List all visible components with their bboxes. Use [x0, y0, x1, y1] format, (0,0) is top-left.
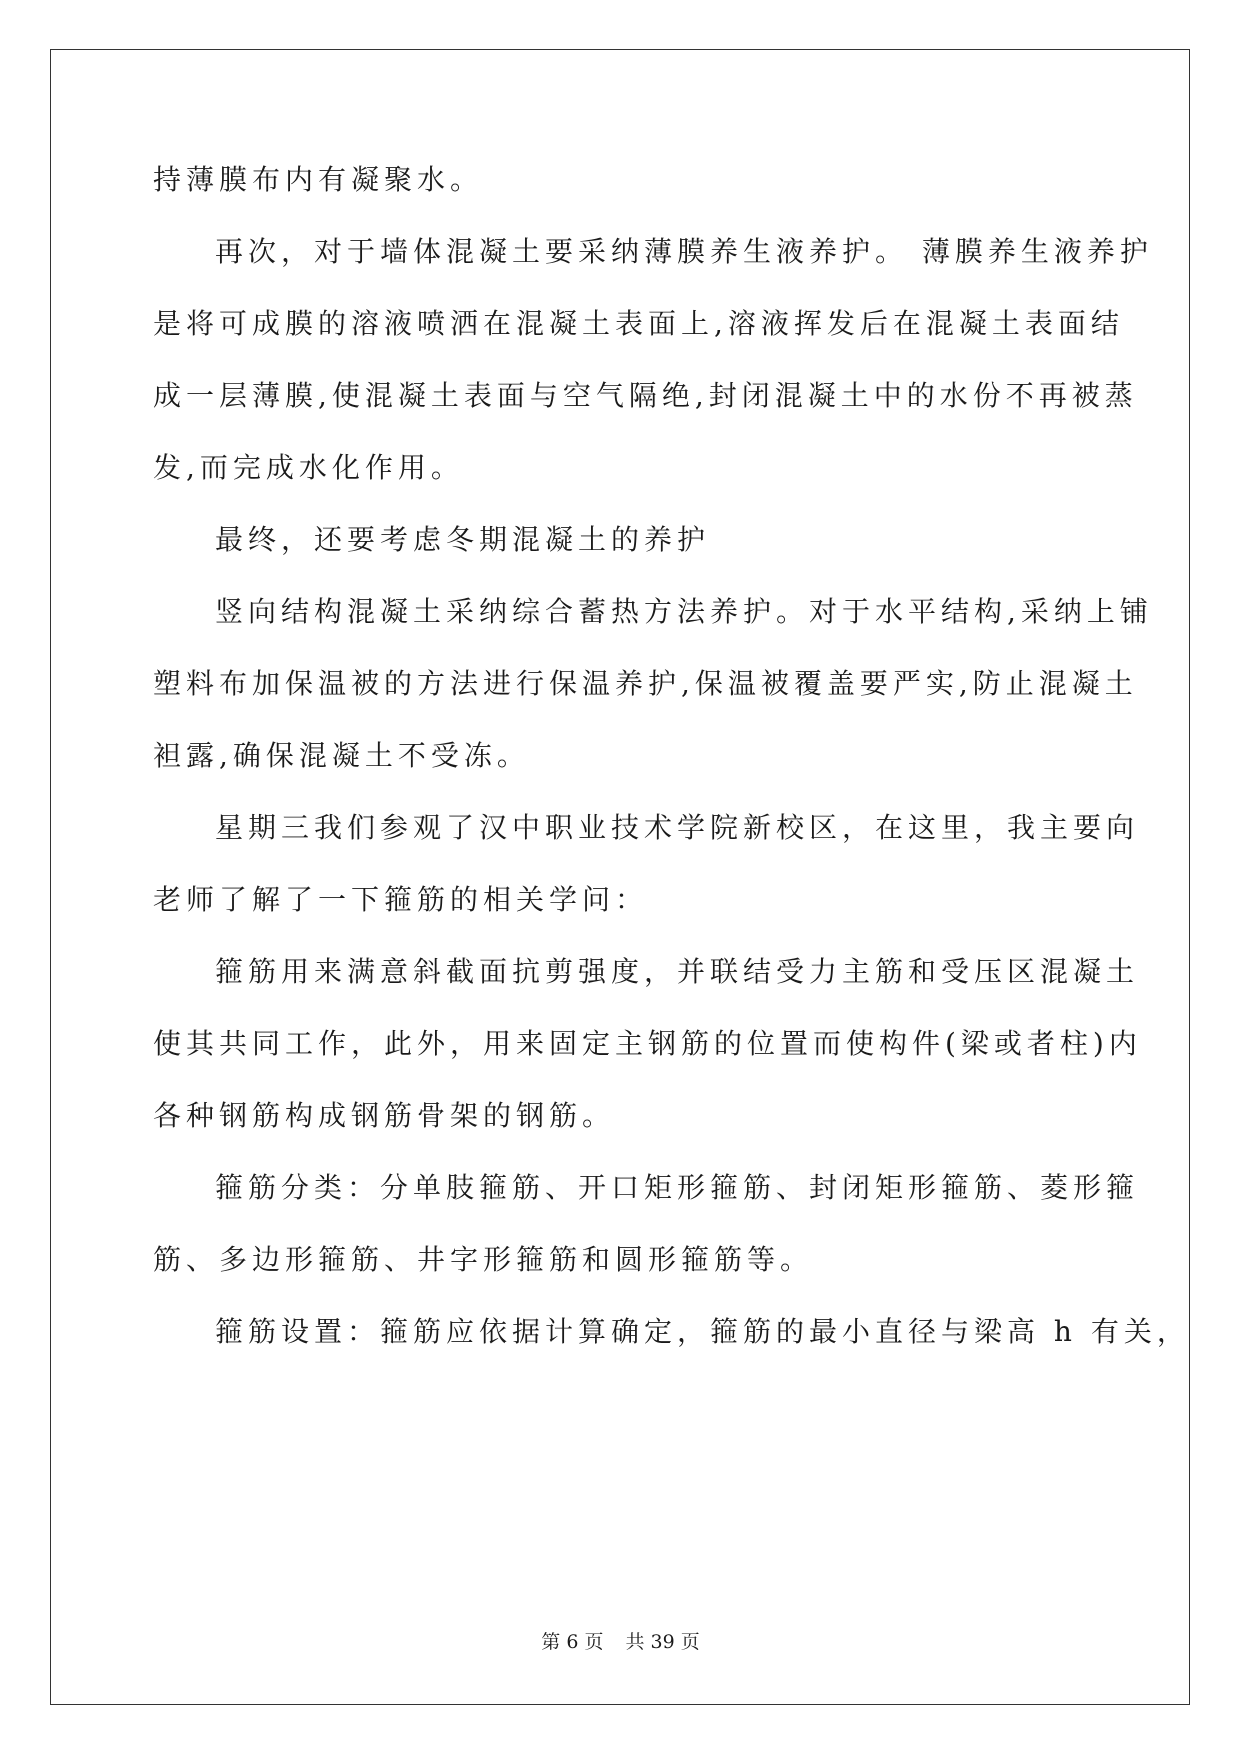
text-line: 各种钢筋构成钢筋骨架的钢筋。 — [153, 1099, 616, 1132]
page-footer — [0, 1629, 1241, 1655]
text-line: 箍筋分类：分单肢箍筋、开口矩形箍筋、封闭矩形箍筋、菱形箍 — [215, 1171, 1140, 1204]
text-line: 星期三我们参观了汉中职业技术学院新校区，在这里，我主要向 — [215, 811, 1140, 844]
text-line: 老师了解了一下箍筋的相关学问： — [153, 883, 649, 916]
page-border — [50, 49, 1190, 1705]
text-line: 箍筋设置：箍筋应依据计算确定，箍筋的最小直径与梁高 h 有关， — [215, 1315, 1190, 1348]
text-line: 竖向结构混凝土采纳综合蓄热方法养护。对于水平结构,采纳上铺 — [215, 595, 1153, 628]
text-line: 持薄膜布内有凝聚水。 — [153, 163, 484, 196]
text-line: 是将可成膜的溶液喷洒在混凝土表面上,溶液挥发后在混凝土表面结 — [153, 307, 1124, 340]
page-total: 共 39 页 — [625, 1631, 700, 1653]
text-line: 箍筋用来满意斜截面抗剪强度，并联结受力主筋和受压区混凝土 — [215, 955, 1140, 988]
text-line: 筋、多边形箍筋、井字形箍筋和圆形箍筋等。 — [153, 1243, 814, 1276]
text-line: 再次，对于墙体混凝土要采纳薄膜养生液养护。 薄膜养生液养护 — [215, 235, 1153, 268]
text-line: 最终，还要考虑冬期混凝土的养护 — [215, 523, 711, 556]
text-line: 袒露,确保混凝土不受冻。 — [153, 739, 530, 772]
page-number: 第 6 页 — [541, 1631, 604, 1653]
text-line: 使其共同工作，此外，用来固定主钢筋的位置而使构件(梁或者柱)内 — [153, 1027, 1142, 1060]
text-line: 成一层薄膜,使混凝土表面与空气隔绝,封闭混凝土中的水份不再被蒸 — [153, 379, 1138, 412]
text-line: 塑料布加保温被的方法进行保温养护,保温被覆盖要严实,防止混凝土 — [153, 667, 1138, 700]
text-line: 发,而完成水化作用。 — [153, 451, 464, 484]
